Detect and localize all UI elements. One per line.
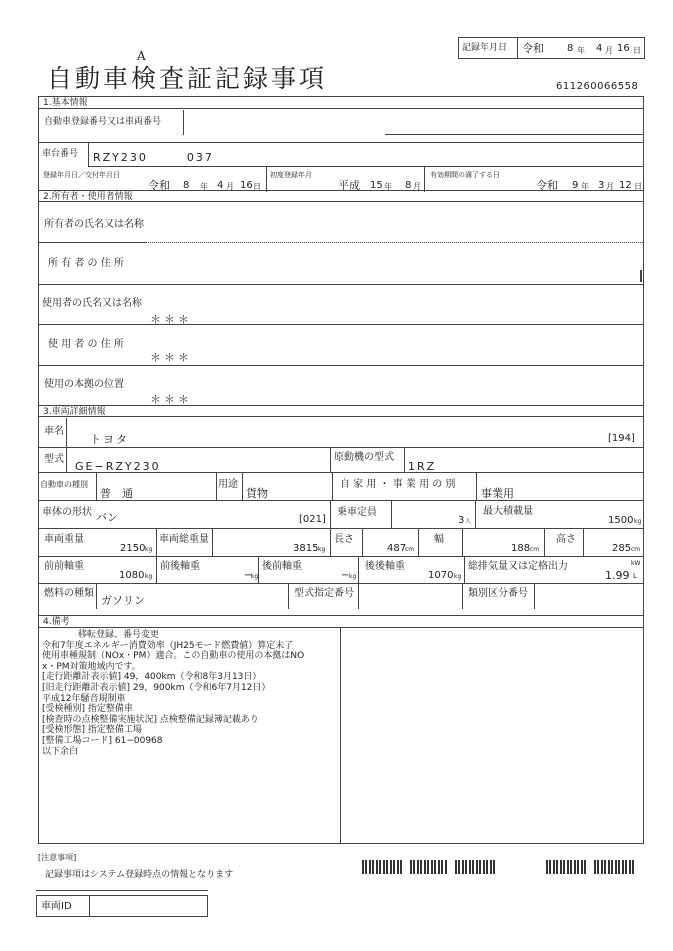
expiry-year: 9 (572, 180, 579, 191)
car-name-value: トヨタ (90, 433, 129, 446)
owner-name-label: 所有者の氏名又は名称 (44, 219, 144, 230)
width-unit: cm (530, 546, 540, 553)
reg-date-month: 4 (217, 180, 224, 191)
max-load-label: 最大積載量 (483, 506, 533, 517)
first-reg-era: 平成 (338, 179, 360, 192)
reg-date-day-unit: 日 (253, 182, 261, 191)
remarks-line: [検査時の点検整備実施状況] 点検整備記録簿記載あり (42, 714, 259, 725)
user-address-label: 使 用 者 の 住 所 (48, 339, 124, 350)
reg-date-era: 令和 (148, 179, 170, 192)
fuel-label: 燃料の種類 (44, 588, 94, 599)
expiry-day-unit: 日 (634, 182, 642, 191)
notice-heading: [注意事項] (38, 853, 77, 862)
expiry-month: 3 (598, 180, 605, 191)
displacement-unit-kw: kW (631, 560, 641, 567)
page-title: 自動車検査証記録事項 (47, 64, 328, 93)
record-date-month-unit: 月 (605, 46, 613, 55)
capacity-unit: 人 (465, 518, 472, 525)
use-label: 用途 (218, 479, 238, 490)
remarks-line: [受検形態] 指定整備工場 (42, 725, 142, 736)
remarks-line: 令和7年度エネルギー消費効率（JH25モード燃費値）算定未了 (42, 640, 294, 651)
max-load-unit: kg (634, 518, 642, 525)
record-date-label: 記録年月日 (462, 43, 508, 53)
vehicle-weight-unit: kg (145, 546, 153, 553)
fuel-value: ガソリン (101, 594, 145, 607)
record-date-year: 8 (567, 43, 574, 54)
reg-date-label: 登録年月日／交付年月日 (43, 171, 120, 179)
form-mark: A (137, 49, 146, 63)
remarks-line: 平成12年騒音規制車 (42, 693, 126, 704)
max-load-value: 1500 (608, 515, 634, 526)
vehicle-weight-label: 車両重量 (44, 534, 84, 545)
first-reg-year: 15 (370, 180, 383, 191)
first-reg-label: 初度登録年月 (270, 171, 312, 179)
base-value: ＊＊＊ (150, 393, 192, 406)
front-front-axle-unit: kg (145, 573, 153, 580)
expiry-era: 令和 (536, 179, 558, 192)
remarks-line: [旧走行距離計表示値] 29，900km（令和6年7月12日） (42, 682, 271, 693)
rear-rear-axle-value: 1070 (428, 570, 454, 581)
class-number-label: 類別区分番号 (468, 588, 528, 599)
record-date-box (458, 37, 645, 59)
remarks-text (42, 630, 304, 757)
expiry-label: 有効期間の満了する日 (430, 171, 500, 179)
reg-date-day: 16 (240, 180, 253, 191)
remarks-line: [受検種別] 指定整備車 (42, 704, 133, 715)
record-date-day-unit: 日 (633, 46, 641, 55)
reg-date-month-unit: 月 (226, 182, 234, 191)
length-unit: cm (405, 546, 415, 553)
type-number-label: 型式指定番号 (294, 588, 354, 599)
body-shape-value: バン (96, 511, 118, 524)
record-date-day: 16 (617, 43, 630, 54)
kind-value: 普 通 (100, 487, 133, 500)
front-rear-axle-label: 前後軸重 (160, 561, 200, 572)
first-reg-year-unit: 年 (384, 182, 392, 191)
chassis-value: RZY230 037 (93, 151, 214, 164)
capacity-label: 乗車定員 (337, 507, 377, 518)
model-label: 型式 (44, 454, 64, 465)
barcode (546, 860, 586, 874)
reg-number-label: 自動車登録番号又は車両番号 (44, 117, 162, 127)
remarks-line: 使用車種規制（NOx・PM）適合。この自動車の使用の本拠はNO (42, 651, 305, 662)
height-label: 高さ (556, 534, 576, 545)
rear-rear-axle-unit: kg (454, 573, 462, 580)
vehicle-weight-value: 2150 (120, 543, 146, 554)
owner-address-label: 所 有 者 の 住 所 (48, 258, 124, 269)
length-label: 長さ (334, 534, 354, 545)
rear-rear-axle-label: 後後軸重 (365, 561, 405, 572)
gross-weight-value: 3815 (293, 543, 319, 554)
car-name-label: 車名 (44, 426, 64, 437)
vehicle-id-box (36, 895, 208, 917)
height-unit: cm (631, 546, 641, 553)
doc-number: 611260066558 (556, 81, 639, 92)
rear-front-axle-value: − (341, 570, 350, 581)
record-date-month: 4 (596, 43, 603, 54)
user-address-value: ＊＊＊ (150, 351, 192, 364)
section-owner-heading: 2.所有者・使用者情報 (39, 190, 643, 202)
front-front-axle-label: 前前軸重 (44, 561, 84, 572)
reg-date-year: 8 (183, 180, 190, 191)
expiry-month-unit: 月 (606, 182, 614, 191)
engine-value: 1RZ (408, 460, 437, 473)
first-reg-month: 8 (405, 180, 412, 191)
expiry-day: 12 (619, 180, 632, 191)
user-name-label: 使用者の氏名又は名称 (42, 298, 142, 309)
use-value: 貨物 (246, 487, 268, 500)
car-name-code: [194] (608, 433, 635, 444)
barcode (362, 860, 404, 874)
rear-front-axle-label: 後前軸重 (262, 561, 302, 572)
section-vehicle-heading: 3.車両詳細情報 (39, 405, 643, 417)
remarks-line: x・PM対策地域内です。 (42, 661, 141, 672)
body-shape-code: [021] (299, 514, 326, 525)
capacity-value: 3 (458, 515, 465, 526)
gross-weight-unit: kg (318, 546, 326, 553)
remarks-line: 以下余白 (42, 746, 79, 757)
body-shape-label: 車体の形状 (42, 507, 92, 518)
width-label: 幅 (434, 534, 444, 545)
record-date-era: 令和 (522, 42, 544, 55)
barcode (455, 860, 495, 874)
remarks-line: [整備工場コード] 61−00968 (42, 735, 163, 746)
private-business-label: 自 家 用 ・ 事 業 用 の 別 (340, 479, 456, 490)
gross-weight-label: 車両総重量 (159, 534, 209, 545)
reg-date-year-unit: 年 (200, 182, 208, 191)
width-value: 188 (511, 543, 531, 554)
chassis-label: 車台番号 (42, 149, 79, 159)
displacement-value: 1.99 (605, 569, 630, 582)
displacement-unit: L (633, 572, 637, 580)
remarks-line: [走行距離計表示値] 49，400km（令和8年3月13日） (42, 672, 262, 683)
displacement-label: 総排気量又は定格出力 (468, 561, 568, 572)
height-value: 285 (612, 543, 632, 554)
front-rear-axle-value: − (244, 570, 253, 581)
notice-text: 記録事項はシステム登録時点の情報となります (45, 870, 234, 880)
vehicle-id-label: 車両ID (41, 901, 72, 912)
rear-front-axle-unit: kg (349, 573, 357, 580)
engine-label: 原動機の型式 (334, 452, 394, 463)
record-date-year-unit: 年 (577, 46, 585, 55)
base-label: 使用の本拠の位置 (44, 379, 124, 390)
remarks-line: 移転登録、番号変更 (42, 630, 160, 640)
expiry-year-unit: 年 (581, 182, 589, 191)
model-value: GE−RZY230 (75, 460, 161, 473)
private-business-value: 事業用 (481, 487, 514, 500)
first-reg-month-unit: 月 (413, 182, 421, 191)
barcode (410, 860, 448, 874)
kind-label: 自動車の種別 (40, 480, 88, 489)
length-value: 487 (387, 543, 407, 554)
section-basic-heading: 1.基本情報 (39, 97, 643, 109)
section-remarks-heading: 4.備考 (39, 615, 643, 628)
front-rear-axle-unit: kg (251, 573, 259, 580)
front-front-axle-value: 1080 (119, 570, 145, 581)
user-name-value: ＊＊＊ (150, 313, 192, 326)
barcode (594, 860, 636, 874)
